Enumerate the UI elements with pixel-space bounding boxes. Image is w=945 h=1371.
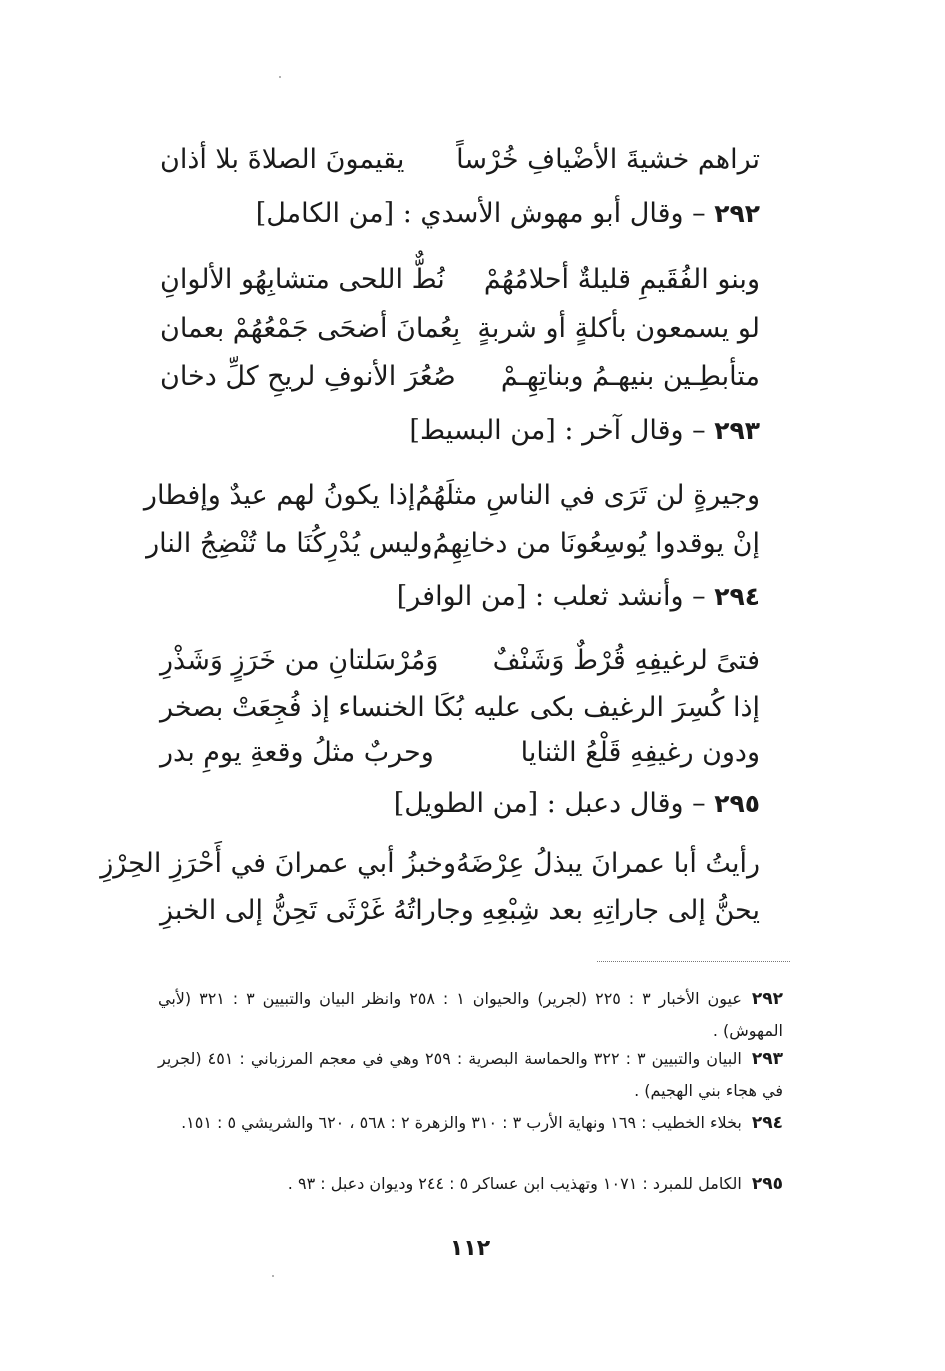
verse-first-hemistich: لو يسمعون بأكلةٍ أو شربةٍ xyxy=(477,312,760,344)
verse-first-hemistich: فتىً لرغيفِهِ قُرْطٌ وَشَنْفٌ xyxy=(492,644,760,676)
section-heading-294 xyxy=(397,574,760,620)
verse-second-hemistich: نُطٌّ اللحى متشابِهُو الألوانِ xyxy=(160,263,445,295)
verse-line xyxy=(160,635,760,685)
section-number: ٢٩٥ xyxy=(714,789,760,818)
verse-first-hemistich: تراهم خشيةَ الأضْيافِ خُرْساً xyxy=(456,143,760,175)
footnote-text: الكامل للمبرد : ١٠٧١ وتهذيب ابن عساكر ٥ : ٢٤٤ وديوان دعبل : ٩٣ . xyxy=(287,1174,742,1193)
verse-line xyxy=(160,351,760,401)
verse-second-hemistich: إذا يكونُ لهم عيدٌ وإفطار xyxy=(143,479,416,511)
verse-first-hemistich: يحنُّ إلى جاراتِهِ بعد شِبْعِهِ xyxy=(481,894,760,926)
section-heading-295 xyxy=(394,781,760,827)
footnote-number: ٢٩٣ xyxy=(751,1049,784,1069)
verse-first-hemistich: وجيرةٍ لن تَرَى في الناسِ مثلَهُمُ xyxy=(415,479,760,511)
verse-line xyxy=(143,470,760,520)
footnote-294 xyxy=(158,1107,783,1139)
section-heading-292 xyxy=(256,191,760,237)
verse-line xyxy=(160,885,760,935)
footnote-text: بخلاء الخطيب : ١٦٩ ونهاية الأرب ٣ : ٣١٠ والزهرة ٢ : ٥٦٨ ، ٦٢٠ والشريشي ٥ : ١٥١. xyxy=(181,1113,742,1132)
section-title: – وأنشد ثعلب : [من الوافر] xyxy=(396,581,706,612)
footnote-text: البيان والتبيين ٣ : ٣٢٢ والحماسة البصرية : ٢٥٩ وهي في معجم المرزباني : ٤٥١ (لجرير في هجاء بني الهجيم) . xyxy=(158,1049,783,1100)
footnote-295 xyxy=(158,1168,783,1200)
section-heading-293 xyxy=(409,408,760,454)
verse-first-hemistich: وبنو الفُقَيمِ قليلةٌ أحلامُهُمْ xyxy=(483,263,760,295)
section-title: – وقال آخر : [من البسيط] xyxy=(409,415,706,446)
verse-second-hemistich: وحربٌ مثلُ وقعةِ يومِ بدر xyxy=(160,736,434,768)
verse-line xyxy=(160,682,760,732)
footnote-text: عيون الأخبار ٣ : ٢٢٥ (لجرير) والحيوان ١ : ٢٥٨ وانظر البيان والتبيين ٣ : ٣٢١ (لأبي المهوش) . xyxy=(158,989,783,1040)
section-number: ٢٩٢ xyxy=(714,199,760,228)
verse-second-hemistich: يقيمونَ الصلاةَ بلا أذان xyxy=(160,143,405,175)
footnote-292 xyxy=(158,983,783,1046)
verse-second-hemistich: وليس يُدْرِكُنَا ما تُنْضِجُ النار xyxy=(146,527,433,559)
footnote-number: ٢٩٥ xyxy=(751,1174,783,1194)
verse-first-hemistich: إنْ يوقدوا يُوسِعُونَا من دخانِهِمُ xyxy=(432,527,760,559)
verse-second-hemistich: وجاراتُهُ غَرْثَى تَحِنُّ إلى الخبزِ xyxy=(160,894,474,926)
verse-line xyxy=(160,303,760,353)
verse-second-hemistich: صُعُرَ الأنوفِ لريحِ كلِّ دخان xyxy=(160,360,456,392)
section-title: – وقال دعبل : [من الطويل] xyxy=(393,788,706,819)
verse-line xyxy=(160,134,760,184)
verse-second-hemistich: وَمُرْسَلتانِ من خَرَزٍ وَشَذْرِ xyxy=(160,644,439,676)
verse-line xyxy=(146,518,760,568)
verse-first-hemistich: رأيتُ أبا عمرانَ يبذلُ عِرْضَهُ xyxy=(456,847,760,879)
section-number: ٢٩٣ xyxy=(714,416,760,445)
verse-first-hemistich: متأبطِـين بنيهـمُ وبناتِهِـمْ xyxy=(500,360,760,392)
verse-second-hemistich: وخبزُ أبي عمرانَ في أَحْرَزِ الحِرْزِ xyxy=(100,847,457,879)
verse-line xyxy=(160,727,760,777)
section-number: ٢٩٤ xyxy=(714,582,760,611)
verse-line xyxy=(160,254,760,304)
footnote-number: ٢٩٢ xyxy=(751,989,784,1009)
footnote-number: ٢٩٤ xyxy=(751,1113,783,1133)
verse-first-hemistich: ودون رغيفِهِ قَلْعُ الثنايا xyxy=(520,736,760,768)
verse-second-hemistich: بُكَا الخنساء إذ فُجِعَتْ بصخر xyxy=(160,691,464,723)
footnote-divider xyxy=(597,961,790,962)
page-number: ١١٢ xyxy=(449,1236,491,1261)
scan-speck xyxy=(279,76,281,78)
verse-line xyxy=(100,838,760,888)
footnote-293 xyxy=(158,1043,783,1106)
verse-first-hemistich: إذا كُسِرَ الرغيف بكى عليه xyxy=(473,691,760,723)
scan-speck xyxy=(272,1275,274,1277)
section-title: – وقال أبو مهوش الأسدي : [من الكامل] xyxy=(255,198,706,229)
verse-second-hemistich: بِعُمانَ أضحَى جَمْعُهُمْ بعمان xyxy=(160,312,461,344)
